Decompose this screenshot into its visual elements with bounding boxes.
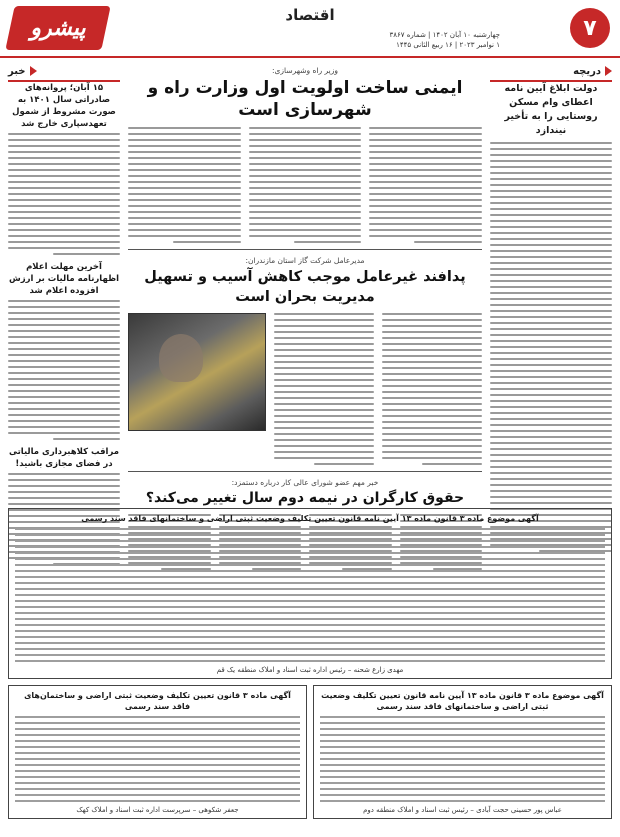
article1-kicker: وزیر راه وشهرسازی: bbox=[272, 66, 338, 75]
notice-wide-heading: آگهی موضوع ماده ۳ قانون ماده ۱۳ آیین نامه قانون تعیین تکلیف وضعیت ثبتی اراضی و ساختمانهای فاقد سند رسمی bbox=[81, 514, 539, 523]
section-divider bbox=[128, 249, 482, 250]
left-news2-body bbox=[8, 300, 120, 440]
left-column-label bbox=[8, 64, 37, 78]
page-header bbox=[0, 0, 620, 58]
notice-box1-body bbox=[15, 716, 300, 802]
right-column-body bbox=[490, 142, 612, 552]
right-column-headline: دولت ابلاغ آیین نامه اعطای وام مسکن روستایی را به تأخیر نیندازد bbox=[504, 83, 598, 136]
issue-date-persian: چهارشنبه ۱۰ آبان ۱۴۰۲ | شماره ۳۸۶۷ bbox=[389, 31, 500, 39]
left-news3-headline: مراقب کلاهبرداری مالیاتی در فضای مجازی باشید! bbox=[8, 447, 120, 469]
left-news1-body bbox=[8, 133, 120, 255]
issue-date-gregorian: ۱ نوامبر ۲۰۲۳ | ۱۶ ربیع الثانی ۱۴۴۵ bbox=[396, 41, 500, 49]
notice-box2-heading: آگهی موضوع ماده ۳ قانون ماده ۱۳ آیین نامه قانون تعیین تکلیف وضعیت ثبتی اراضی و ساختمانهای فاقد سند رسمی bbox=[321, 691, 604, 711]
notice-box1 bbox=[8, 685, 307, 819]
section-title: اقتصاد bbox=[285, 6, 335, 24]
notice-box2-body bbox=[320, 716, 605, 802]
arrow-icon bbox=[30, 66, 37, 76]
left-column-label-text: خبر bbox=[8, 65, 26, 77]
article2-headline: پدافند غیرعامل موجب کاهش آسیب و تسهیل مدیریت بحران است bbox=[144, 269, 466, 305]
page-number: ۷ bbox=[570, 8, 610, 48]
main-content bbox=[128, 66, 482, 570]
arrow-icon bbox=[605, 66, 612, 76]
section-divider bbox=[128, 471, 482, 472]
newspaper-logo bbox=[10, 6, 106, 50]
article2-body bbox=[128, 313, 482, 465]
article1-headline: ایمنی ساخت اولویت اول وزارت راه و شهرسازی است bbox=[147, 78, 463, 120]
notice-box2-signature: عباس پور حسینی حجت آبادی – رئیس ثبت اسناد و املاک منطقه دوم bbox=[363, 806, 562, 814]
issue-info bbox=[389, 30, 500, 50]
article3-kicker: خبر مهم عضو شورای عالی کار درباره دستمزد: bbox=[231, 478, 379, 487]
article3-headline: حقوق کارگران در نیمه دوم سال تغییر می‌کند؟ bbox=[145, 490, 465, 506]
notice-wide-signature: مهدی زارع شحنه – رئیس اداره ثبت اسناد و املاک منطقه یک قم bbox=[216, 666, 404, 674]
notice-grid bbox=[8, 685, 612, 819]
notice-box1-signature: جعفر شکوهی – سرپرست اداره ثبت اسناد و املاک کهک bbox=[76, 806, 239, 814]
notice-wide-body bbox=[15, 528, 605, 662]
article2-kicker: مدیرعامل شرکت گاز استان مازندران: bbox=[245, 256, 365, 265]
article1-body bbox=[128, 127, 482, 243]
legal-notices bbox=[8, 508, 612, 819]
left-news1-headline: ۱۵ آبان؛ پروانه‌های صادراتی سال ۱۴۰۱ به صورت مشروط از شمول تعهدسپاری خارج شد bbox=[12, 83, 116, 129]
notice-wide bbox=[8, 508, 612, 679]
left-column-news bbox=[8, 82, 120, 565]
right-column-label bbox=[573, 64, 612, 78]
left-news2-headline: آخرین مهلت اعلام اظهارنامه مالیات بر ارزش افزوده اعلام شد bbox=[8, 262, 120, 296]
right-column-label-text: دریچه bbox=[573, 65, 601, 77]
notice-box2 bbox=[313, 685, 612, 819]
logo-text: پیشرو bbox=[30, 15, 86, 41]
right-column-article bbox=[490, 82, 612, 552]
notice-box1-heading: آگهی ماده ۳ قانون تعیین تکلیف وضعیت ثبتی اراضی و ساختمان‌های فاقد سند رسمی bbox=[24, 691, 291, 711]
article-photo bbox=[128, 313, 266, 431]
